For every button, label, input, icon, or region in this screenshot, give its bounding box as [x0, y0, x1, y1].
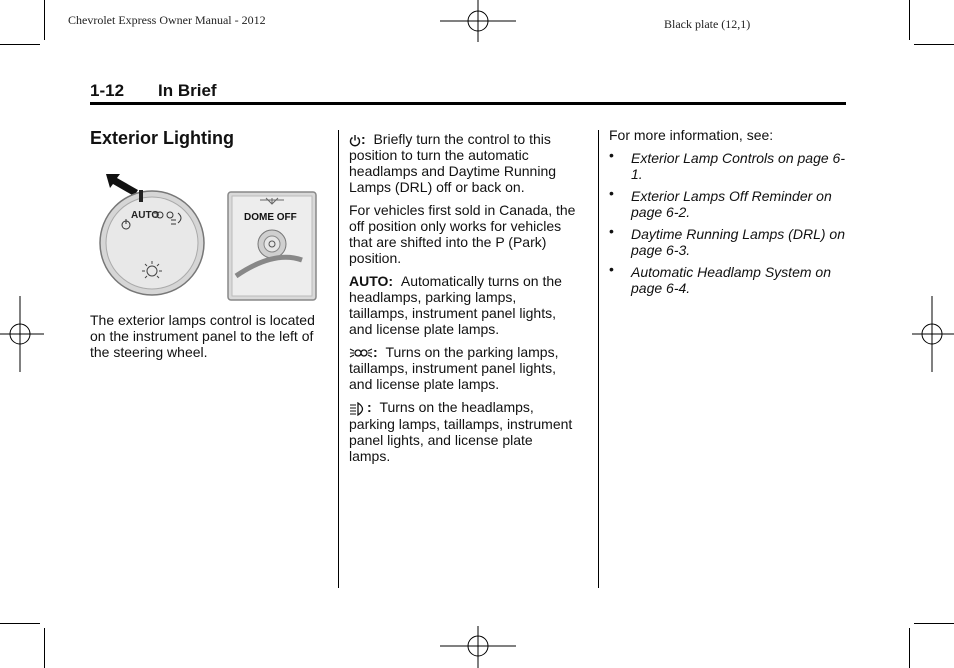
- registration-mark-right: [908, 296, 954, 372]
- reference-item[interactable]: [609, 261, 845, 296]
- column-divider: [598, 130, 599, 588]
- crop-mark: [0, 623, 40, 624]
- section-name: In Brief: [158, 81, 217, 100]
- knob-indicator: [139, 190, 143, 202]
- auto-label: AUTO:: [349, 273, 394, 289]
- exterior-lamps-text: The exterior lamps control is located on the instrument panel to the left of the steering wheel.: [90, 312, 315, 360]
- headlamp-icon: [349, 402, 367, 416]
- crop-mark: [909, 0, 910, 40]
- reference-item[interactable]: [609, 147, 845, 182]
- colon-label: :: [373, 344, 378, 360]
- auto-paragraph: [349, 273, 577, 337]
- crop-mark: [909, 628, 910, 668]
- off-text: Briefly turn the control to this position to turn the automatic headlamps and Daytime Running Lamps (DRL) off or back on.: [349, 131, 557, 195]
- knob-auto-label: AUTO: [131, 210, 160, 221]
- crop-mark: [0, 44, 40, 45]
- intro-paragraph: [90, 312, 330, 367]
- crop-mark: [44, 628, 45, 668]
- bullet-icon: •: [609, 147, 614, 163]
- off-position-paragraph: [349, 131, 577, 195]
- section-rule: [90, 102, 846, 105]
- lamp-control-illustration: [98, 168, 320, 302]
- reference-item[interactable]: [609, 185, 845, 220]
- registration-mark-left: [0, 296, 46, 372]
- reference-link[interactable]: Daytime Running Lamps (DRL) on page 6-3.: [631, 226, 845, 258]
- column-divider: [338, 130, 339, 588]
- headlamp-text: Turns on the headlamps, parking lamps, taillamps, instrument panel lights, and license plate lamps.: [349, 399, 573, 464]
- registration-mark-top: [440, 0, 516, 44]
- bullet-icon: •: [609, 185, 614, 201]
- colon-label: :: [367, 399, 372, 416]
- see-also-intro: For more information, see:: [609, 127, 774, 143]
- bullet-icon: •: [609, 223, 614, 239]
- registration-mark-bottom: [440, 626, 516, 668]
- auto-text: Automatically turns on the headlamps, parking lamps, taillamps, instrument panel lights, and license plate lamps.: [349, 273, 562, 337]
- manual-title: Chevrolet Express Owner Manual - 2012: [68, 13, 266, 27]
- parking-text: Turns on the parking lamps, taillamps, instrument panel lights, and license plate lamps.: [349, 344, 559, 393]
- parking-paragraph: [349, 344, 577, 392]
- reference-item[interactable]: [609, 223, 845, 258]
- canada-paragraph: For vehicles first sold in Canada, the off position only works for vehicles that are shifted into the P (Park) position.: [349, 202, 576, 266]
- power-off-icon: [349, 134, 361, 147]
- reference-link[interactable]: Exterior Lamp Controls on page 6-1.: [631, 150, 845, 182]
- crop-mark: [44, 0, 45, 40]
- column-3: [609, 127, 845, 302]
- page-title: Exterior Lighting: [90, 128, 234, 148]
- dome-off-label: DOME OFF: [244, 212, 297, 223]
- plate-label: Black plate (12,1): [664, 17, 751, 31]
- pointer-arrow-icon: [106, 174, 138, 196]
- colon-label: :: [361, 131, 366, 147]
- reference-link[interactable]: Automatic Headlamp System on page 6-4.: [631, 264, 831, 296]
- reference-link[interactable]: Exterior Lamps Off Reminder on page 6-2.: [631, 188, 832, 220]
- headlamp-paragraph: [349, 399, 577, 463]
- section-number: 1-12: [90, 81, 125, 100]
- crop-mark: [914, 623, 954, 624]
- parking-lamps-icon: [349, 346, 373, 360]
- crop-mark: [914, 44, 954, 45]
- column-2: [349, 131, 577, 471]
- bullet-icon: •: [609, 261, 614, 277]
